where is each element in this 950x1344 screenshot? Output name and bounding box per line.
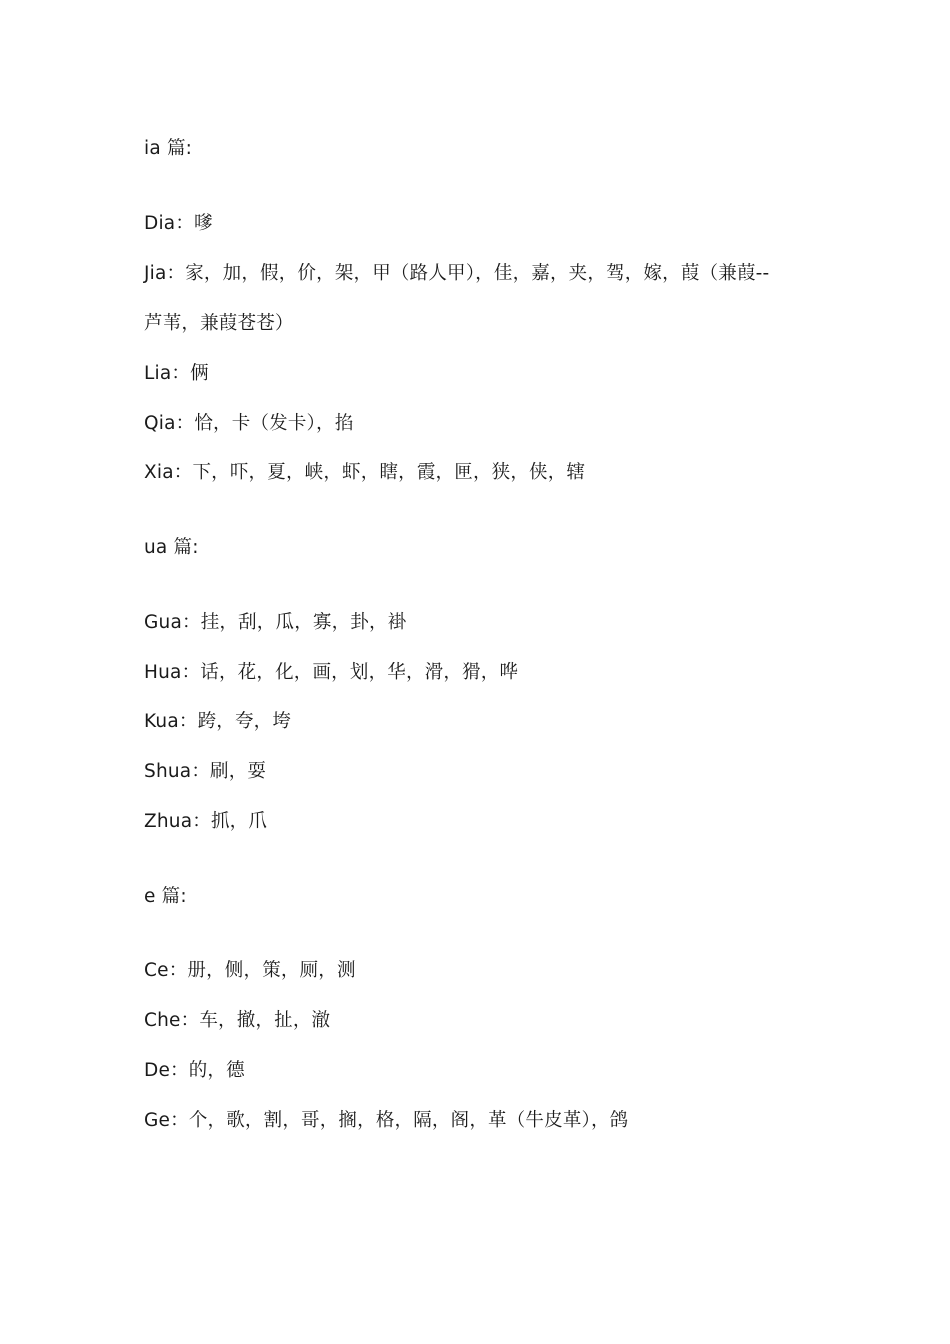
entry-ce: Ce：册，侧，策，厕，测: [144, 960, 356, 981]
entry-dia: Dia：嗲: [144, 213, 213, 234]
section-heading-e: e 篇:: [144, 886, 187, 907]
entry-de: De：的，德: [144, 1060, 245, 1081]
section-heading-ua: ua 篇:: [144, 537, 199, 558]
entry-xia: Xia：下，吓，夏，峡，虾，瞎，霞，匣，狭，侠，辖: [144, 462, 586, 483]
entry-qia: Qia：恰，卡（发卡），掐: [144, 413, 354, 434]
entry-jia-continued: 芦苇，兼葭苍苍）: [144, 313, 294, 334]
entry-zhua: Zhua：抓，爪: [144, 811, 268, 832]
entry-shua: Shua：刷，耍: [144, 761, 267, 782]
section-heading-ia: ia 篇:: [144, 138, 193, 159]
entry-jia: Jia：家，加，假，价，架，甲（路人甲），佳，嘉，夹，驾，嫁，葭（兼葭--: [144, 263, 770, 284]
entry-ge: Ge：个，歌，割，哥，搁，格，隔，阁，革（牛皮革），鸽: [144, 1110, 629, 1131]
entry-kua: Kua：跨，夸，垮: [144, 711, 292, 732]
entry-lia: Lia：俩: [144, 363, 209, 384]
entry-hua: Hua：话，花，化，画，划，华，滑，猾，哗: [144, 662, 519, 683]
entry-che: Che：车，撤，扯，澈: [144, 1010, 331, 1031]
entry-gua: Gua：挂，刮，瓜，寡，卦，褂: [144, 612, 407, 633]
